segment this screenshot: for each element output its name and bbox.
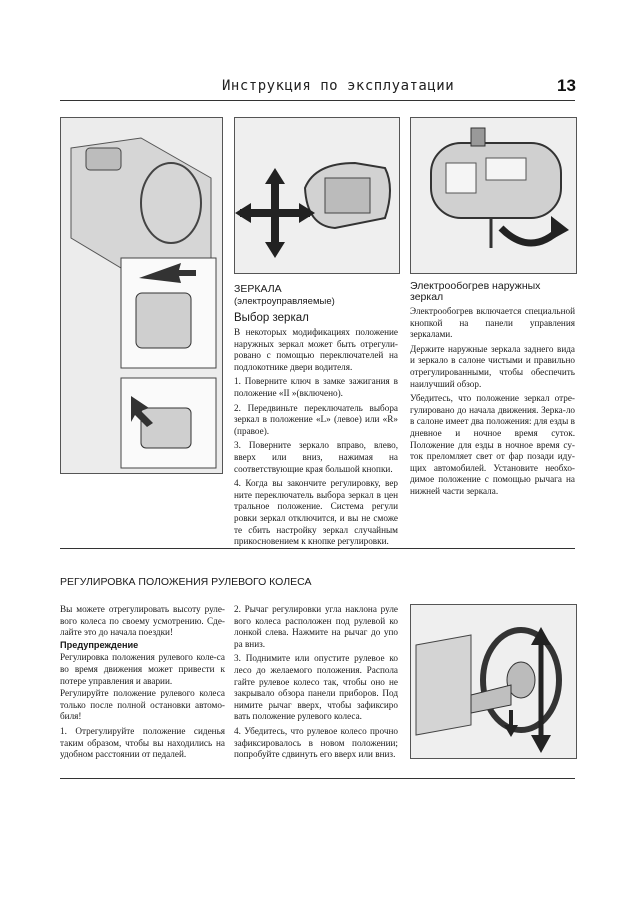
header-rule bbox=[60, 100, 575, 101]
steering-wheel-illustration bbox=[410, 604, 577, 759]
warning-title: Предупреждение bbox=[60, 639, 139, 650]
steering-step-3: 3. Поднимите или опустите рулевое ко лесо до желаемого положения. Распола гайте рулевое колесо так, чтобы оно не закрывало обзора панели приборов. Под нимите рычаг вверх, чтобы зафиксиро вать положение рулевого колеса. bbox=[234, 653, 398, 722]
mirrors-intro: В некоторых модификациях положение наружных зеркал может быть отрегули-ровано с помощью переключателей на подлокотнике двери водителя. bbox=[234, 327, 398, 372]
steering-step-1: 1. Отрегулируйте положение сиденья таким образом, чтобы вы находились на удобном расстоянии от педалей. bbox=[60, 725, 225, 760]
mirrors-step-3: 3. Поверните зеркало вправо, влево, вверх или вниз, нажимая на соответствующие края большой кнопки. bbox=[234, 440, 398, 474]
running-header: Инструкция по эксплуатации bbox=[222, 78, 455, 94]
steering-step-4: 4. Убедитесь, что рулевое колесо прочно зафиксировалось в новом положении; попробуйте сдвинуть его вверх или вниз. bbox=[234, 725, 398, 760]
bottom-rule bbox=[60, 778, 575, 779]
heater-paragraph-1: Электрообогрев включается специальной кнопкой на панели управления зеркалами. bbox=[410, 306, 575, 340]
mirrors-body bbox=[234, 327, 398, 551]
outside-mirror-illustration bbox=[234, 117, 400, 274]
mirrors-heading: ЗЕРКАЛА bbox=[234, 283, 282, 295]
steering-column-2 bbox=[234, 604, 398, 764]
warning-text: Регулировка положения рулевого коле-са во время движения может привести к потере управления и аварии. bbox=[60, 652, 225, 686]
page-number: 13 bbox=[557, 76, 576, 95]
steering-column-1 bbox=[60, 604, 225, 764]
heater-paragraph-2: Держите наружные зеркала заднего вида и зеркало в салоне чистыми и правильно отрегулированными, чтобы обеспечить наилучший обзор. bbox=[410, 343, 575, 389]
rearview-mirror-illustration bbox=[410, 117, 577, 274]
steering-heading: РЕГУЛИРОВКА ПОЛОЖЕНИЯ РУЛЕВОГО КОЛЕСА bbox=[60, 576, 312, 588]
heater-heading: Электрообогрев наружных зеркал bbox=[410, 280, 541, 303]
mirrors-step-2: 2. Передвиньте переключатель выбора зеркал в положение «L» (левое) или «R» (правое). bbox=[234, 402, 398, 436]
steering-stop-note: Регулируйте положение рулевого колеса только после полной остановки автомо-биля! bbox=[60, 688, 225, 722]
steering-step-2: 2. Рычаг регулировки угла наклона руле вого колеса расположен под рулевой ко лонкой слева. Нажмите на рычаг до упо ра вниз. bbox=[234, 604, 398, 649]
steering-intro: Вы можете отрегулировать высоту руле-вого колеса по своему усмотрению. Сде-лайте это до начала поездки! bbox=[60, 604, 225, 638]
heater-paragraph-3: Убедитесь, что положение зеркал отре-гулировано до начала движения. Зерка-ло в салоне имеет два положения: для езды в дневное и ночное время суток. Положение для езды в ночное время су-ток преломляет свет от фар позади иду-щих автомобилей. Установите необхо-димое положение с помощью рычага на нижней части зеркала. bbox=[410, 393, 575, 496]
mirrors-subheading: (электроуправляемые) bbox=[234, 296, 335, 307]
section-divider bbox=[60, 548, 575, 549]
mirrors-step-1: 1. Поверните ключ в замке зажигания в положение «II »(включено). bbox=[234, 376, 398, 398]
door-mirror-switch-illustration bbox=[60, 117, 223, 474]
mirror-select-heading: Выбор зеркал bbox=[234, 312, 309, 324]
heater-body bbox=[410, 306, 575, 501]
mirrors-step-4: 4. Когда вы закончите регулировку, вер ните переключатель выбора зеркал в цен тральное положение. Система регули ровки зеркал отключится, и вы не сможе те сбить настройку зеркал случайным прикосновением к кнопке регулировки. bbox=[234, 478, 398, 547]
